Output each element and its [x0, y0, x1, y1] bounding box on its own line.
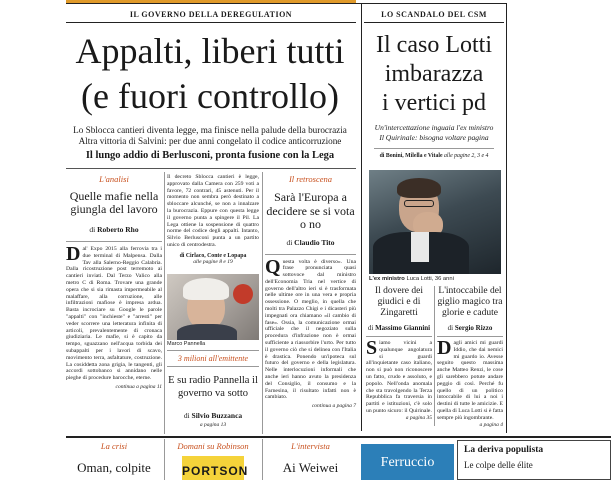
retroscena-body: uesta volta è diverso». Una frase pronunciata quasi sottovoce dal ministro dell'Economia Tria nel vertice di governo dell'altro ieri si è trasformata nelle ultime ore in una vera e propria ossessione. O meglio, in quella che molti tra Palazzo Chigi e i dicasteri più impegnati ora chiamano «il cambio di fase». Ossia, la comunicazione ormai ufficiale che il negoziato sulla procedura d'infrazione non è ormai sufficiente a riassorbire l'urto. Per tutto il governo ciò che si delinea con l'Italia è drastica. Ponendo un'ipoteca sul futuro del governo e della legislatura. Nelle interlocuzioni informali che anche ieri hanno avuto la presidenza del Consiglio, il consumo e la Farnesina, il risultato infatti non è cambiato. [265, 258, 356, 401]
analisi-byline: di Roberto Rho [89, 225, 139, 234]
right-kicker: LO SCANDALO DEL CSM [381, 10, 487, 19]
main-headline-1: Appalti, liberi tutti [75, 31, 345, 71]
middle-continue[interactable]: a pagina 13 [199, 422, 227, 428]
right-headline-2: imbarazza [384, 61, 484, 87]
ad-text: Ferruccio [380, 455, 435, 470]
lotti-shirt [411, 232, 429, 262]
right-authors: di Bonini, Milella e Vitale alle pagine 2, 3 e 4 [379, 153, 489, 159]
middle-label: 3 milioni all'emittente [177, 354, 249, 363]
retroscena-body-wrap [265, 254, 356, 402]
right-headline-1: Il caso Lotti [376, 32, 492, 58]
bottom-div-2 [262, 439, 263, 480]
intervista-title: Ai Weiwei [282, 460, 339, 475]
deck-2: Altra vittoria di Salvini: per due anni congelato il codice anticorruzione [78, 136, 342, 146]
op1-continue[interactable]: a pagina 35 [405, 414, 432, 421]
intervista-label: L'intervista [291, 441, 330, 451]
middle-body: Il decreto Sblocca cantieri è legge, approvato dalla Camera con 259 voti a favore, 72 contrari, 45 astenuti. Per il momento non sembra però destinato a sbloccare alcunché, se non a innalzare la burocrazia. Eppure con questa legge il governo punta a spingere il Pil. La Lega ottiene la sospensione di quattro norme del codice degli appalti. Intanto, Silvio Berlusconi punta a un partito unico di centrodestra. [167, 174, 259, 248]
middle-pages[interactable]: alle pagine 8 e 19 [193, 259, 233, 265]
op1-column [366, 286, 432, 421]
robinson-label: Domani su Robinson [177, 441, 249, 451]
analisi-body: al' Expo 2015 alla ferrovia tra i due terminal di Malpensa. Dalla Tav alla Salerno-Reggio Calabria. Dalla ricostruzione post terremoto ai cantieri inviati. Dal Terzo Valico alla metro C di Roma. Trovare una grande opera che si sia rimasta impermeabile al malaffare, alla corruzione, alle infiltrazioni mafiose è impresa ardua. Basta incrociare su Google le parole "appalti" con "inchieste" e "arresti" per veder scorrere una letteratura infinita di articoli, prevalentemente di cronaca giudiziaria. Le mafie, si è capito da tempo, sguazzano nell'acqua torbida dei subappalti per i lavori di scavo, movimento terra, asfaltature, costruzione. La cosiddetta zona grigia, le tangenti, gli accordi sottobanco si annidano nelle pieghe di procedure barocche, eterne. [66, 246, 162, 382]
retroscena-title: Sarà l'Europa a decidere se si vota o no [266, 190, 355, 231]
deriva-box [457, 440, 611, 480]
col-divider-2 [262, 172, 263, 434]
middle-byline: di Silvio Buzzanca [183, 411, 243, 420]
deriva-title: La deriva populista [464, 445, 544, 455]
op1-byline: di Massimo Giannini [367, 324, 431, 332]
right-edge-strip [506, 3, 611, 433]
right-deck-rule [374, 148, 494, 149]
op2-column [437, 286, 503, 428]
retroscena-continue[interactable]: continua a pagina 7 [311, 403, 356, 410]
right-deck-1: Un'intercettazione inguaia l'ex ministro [374, 123, 494, 132]
middle-title: E su radio Pannella il governo va sotto [168, 375, 258, 399]
right-deck-2: Il Quirinale: bisogna voltare pagina [379, 133, 489, 142]
lotti-hair [397, 178, 441, 198]
analisi-continue[interactable]: continua a pagina 11 [115, 383, 162, 390]
radio-logo [233, 284, 253, 304]
col-divider-1 [164, 172, 165, 434]
main-headline-2: (e fuori controllo) [81, 76, 339, 116]
bottom-ad[interactable] [361, 444, 454, 480]
op2-body-wrap [437, 336, 503, 422]
robinson-cover [182, 456, 249, 480]
retroscena-label: Il retroscena [288, 174, 333, 184]
right-headline-3: i vertici pd [382, 90, 486, 116]
middle-sub-rule [167, 350, 259, 351]
pannella-jacket [177, 324, 237, 340]
bottom-rule [66, 436, 611, 438]
op1-dropcap: S [366, 337, 378, 359]
op2-byline: di Sergio Rizzo [447, 324, 493, 332]
lotti-caption: L'ex ministro Luca Lotti, 36 anni [369, 276, 454, 282]
right-sub-divider [434, 286, 435, 426]
deck-3: Il lungo addio di Berlusconi, pronta fusione con la Lega [85, 150, 335, 161]
crisi-title: Oman, colpite [77, 460, 151, 475]
pannella-photo [167, 274, 259, 340]
lotti-photo [369, 170, 501, 274]
middle-authors: di Cirlaco, Conte e Lopapa [179, 253, 247, 259]
right-kicker-rule [364, 22, 504, 23]
middle-sub-rule-2 [167, 366, 259, 367]
analisi-body-wrap [66, 241, 162, 382]
lotti-glasses [404, 200, 434, 207]
analisi-column [66, 172, 162, 390]
left-kicker: IL GOVERNO DELLA DEREGULATION [129, 10, 293, 19]
analisi-dropcap: D [66, 243, 81, 265]
op1-body: iamo vicini a qualunque angolatura si guardi all'inquietante caso italiano, non si può non riconoscere un fatto, crudo e assoluto, e popolo. Nell'onda anomala che sta travolgendo la Terza Repubblica fa traversia in partiti e istituzioni, c'è solo un punto sicuro: il Quirinale. [366, 340, 432, 414]
retroscena-byline: di Claudio Tito [286, 237, 335, 247]
analisi-title: Quelle mafie nella giungla del lavoro [69, 189, 159, 216]
pannella-hair [183, 278, 229, 300]
middle-column [167, 174, 259, 265]
kicker-rule [66, 22, 356, 23]
crisi-label: La crisi [100, 441, 128, 451]
pannella-caption: Marco Pannella [167, 341, 206, 347]
section-rule [66, 168, 356, 169]
op2-dropcap: D [437, 337, 452, 359]
retroscena-dropcap: Q [265, 255, 281, 278]
robinson-logo: PORTSON [182, 464, 249, 478]
deriva-sub: Le colpe delle élite [464, 460, 533, 470]
op2-body: agli amici mi guardi Iddio, che dai nemici mi guardo io. Avesse seguito questo massima anche Matteo Renzi, le cose gli sarebbero potute andare peggio di così. Perché fu quello di un politico intoccabile di lui a noi i destini di tutte le amicizie. E quella di Luca Lotti si è fatta sempre più ingombrante. [437, 340, 503, 421]
bottom-div-1 [164, 439, 165, 480]
retroscena-column [265, 172, 356, 409]
op1-title: Il dovere dei giudici e di Zingaretti [374, 286, 423, 318]
op1-body-wrap [366, 336, 432, 415]
main-divider [361, 3, 362, 431]
analisi-label: L'analisi [99, 174, 129, 184]
op2-title: L'intoccabile del giglio magico tra glorie e cadute [437, 286, 503, 318]
op2-continue[interactable]: a pagina 4 [479, 421, 503, 428]
deck-1: Lo Sblocca cantieri diventa legge, ma finisce nella palude della burocrazia [73, 125, 347, 135]
